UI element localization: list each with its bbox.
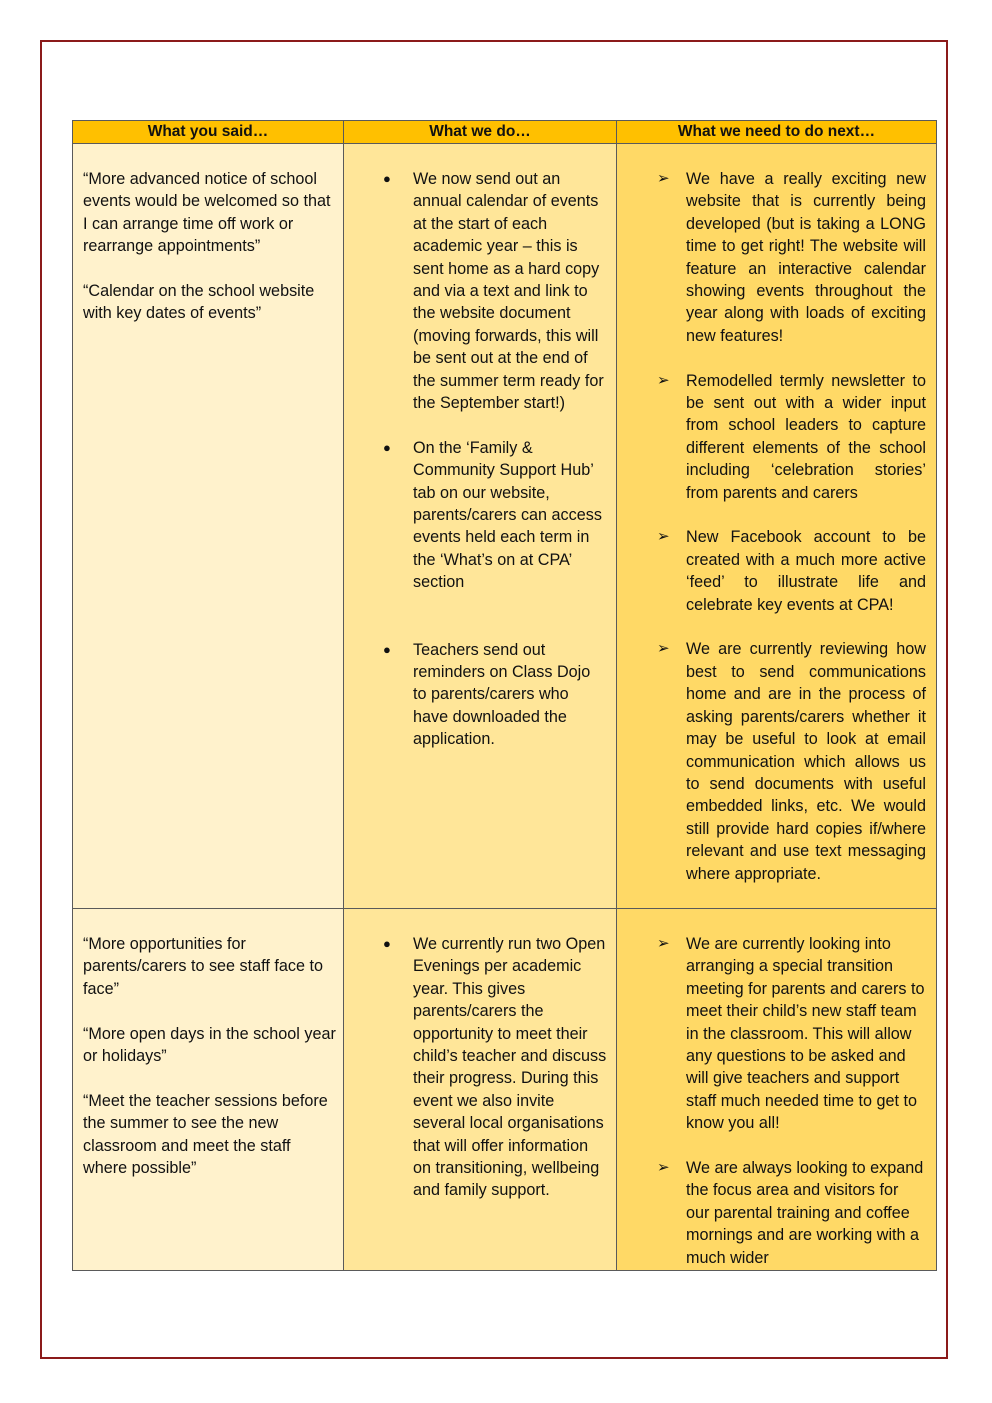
bullet-icon: ● <box>383 641 391 657</box>
list-item <box>618 638 926 884</box>
parent-quote: “More opportunities for parents/carers to see staff face to face” <box>83 935 323 998</box>
arrow-bullet-icon: ➢ <box>657 371 670 389</box>
list-item-text: Remodelled termly newsletter to be sent out with a wider input from school leaders to capture different elements of the school including ‘celebration stories’ from parents and carers <box>686 371 926 502</box>
table-row <box>73 144 937 909</box>
next-cell <box>617 144 937 909</box>
arrow-bullet-icon: ➢ <box>657 935 670 952</box>
bullet-icon: ● <box>383 936 391 951</box>
table-row <box>73 909 937 1271</box>
header-row <box>73 121 937 144</box>
feedback-table <box>72 120 937 1271</box>
header-what-we-need-to-do-next: What we need to do next… <box>617 121 937 144</box>
arrow-bullet-icon: ➢ <box>657 170 670 187</box>
list-item-text: Teachers send out reminders on Class Dojo to parents/carers who have downloaded the application. <box>413 640 591 749</box>
list-item <box>345 639 607 751</box>
list-item <box>618 1157 926 1269</box>
do-cell <box>344 909 617 1271</box>
arrow-bullet-icon: ➢ <box>657 1159 670 1177</box>
next-cell <box>617 909 937 1271</box>
list-item <box>345 168 607 414</box>
list-item <box>345 437 607 594</box>
said-cell <box>73 909 344 1271</box>
list-item <box>618 168 926 347</box>
list-item-text: We are always looking to expand the focus area and visitors for our parental training and coffee mornings and are working with a much wider <box>686 1159 924 1267</box>
list-item-text: We now send out an annual calendar of events at the start of each academic year – this is sent home as a hard copy and via a text and link to the website document (moving forwards, this will be sent out at the end of the summer term ready for the September start!) <box>413 170 604 413</box>
list-item-text: New Facebook account to be created with a much more active ‘feed’ to illustrate life and celebrate key events at CPA! <box>686 528 926 614</box>
header-what-you-said: What you said… <box>73 121 344 144</box>
list-item <box>345 933 607 1202</box>
list-item-text: We are currently looking into arranging a special transition meeting for parents and carers to meet their child’s new staff team in the classroom. This will allow any questions to be asked and will give teachers and support staff much needed time to get to know you all! <box>686 935 925 1133</box>
bullet-icon: ● <box>383 171 391 186</box>
list-item-text: We currently run two Open Evenings per academic year. This gives parents/carers the opportunity to meet their child’s teacher and discuss their progress. During this event we also invite several local organisations that will offer information on transitioning, wellbeing and family support. <box>413 935 607 1200</box>
list-item <box>618 526 926 616</box>
list-item-text: We are currently reviewing how best to send communications home and are in the process of asking parents/carers whether it may be useful to look at email communication which allows us to send documents with useful embedded links, etc. We would still provide hard copies if/where relevant and use text messaging where appropriate. <box>686 640 926 883</box>
parent-quote: “More advanced notice of school events would be welcomed so that I can arrange time off work or rearrange appointments” <box>83 170 331 256</box>
do-cell <box>344 144 617 909</box>
list-item <box>618 933 926 1135</box>
parent-quote: “Meet the teacher sessions before the summer to see the new classroom and meet the staff where possible” <box>83 1091 328 1178</box>
bullet-icon: ● <box>383 439 391 455</box>
said-cell <box>73 144 344 909</box>
list-item-text: We have a really exciting new website that is currently being developed (but is taking a LONG time to get right! The website will feature an interactive calendar showing events throughout the year along with loads of exciting new features! <box>686 170 926 345</box>
arrow-bullet-icon: ➢ <box>657 640 670 658</box>
parent-quote: “More open days in the school year or holidays” <box>83 1024 336 1066</box>
header-what-we-do: What we do… <box>344 121 617 144</box>
list-item <box>618 370 926 504</box>
arrow-bullet-icon: ➢ <box>657 528 670 546</box>
list-item-text: On the ‘Family & Community Support Hub’ tab on our website, parents/carers can access events held each term in the ‘What’s on at CPA’ section <box>413 438 602 592</box>
parent-quote: “Calendar on the school website with key dates of events” <box>83 282 315 323</box>
